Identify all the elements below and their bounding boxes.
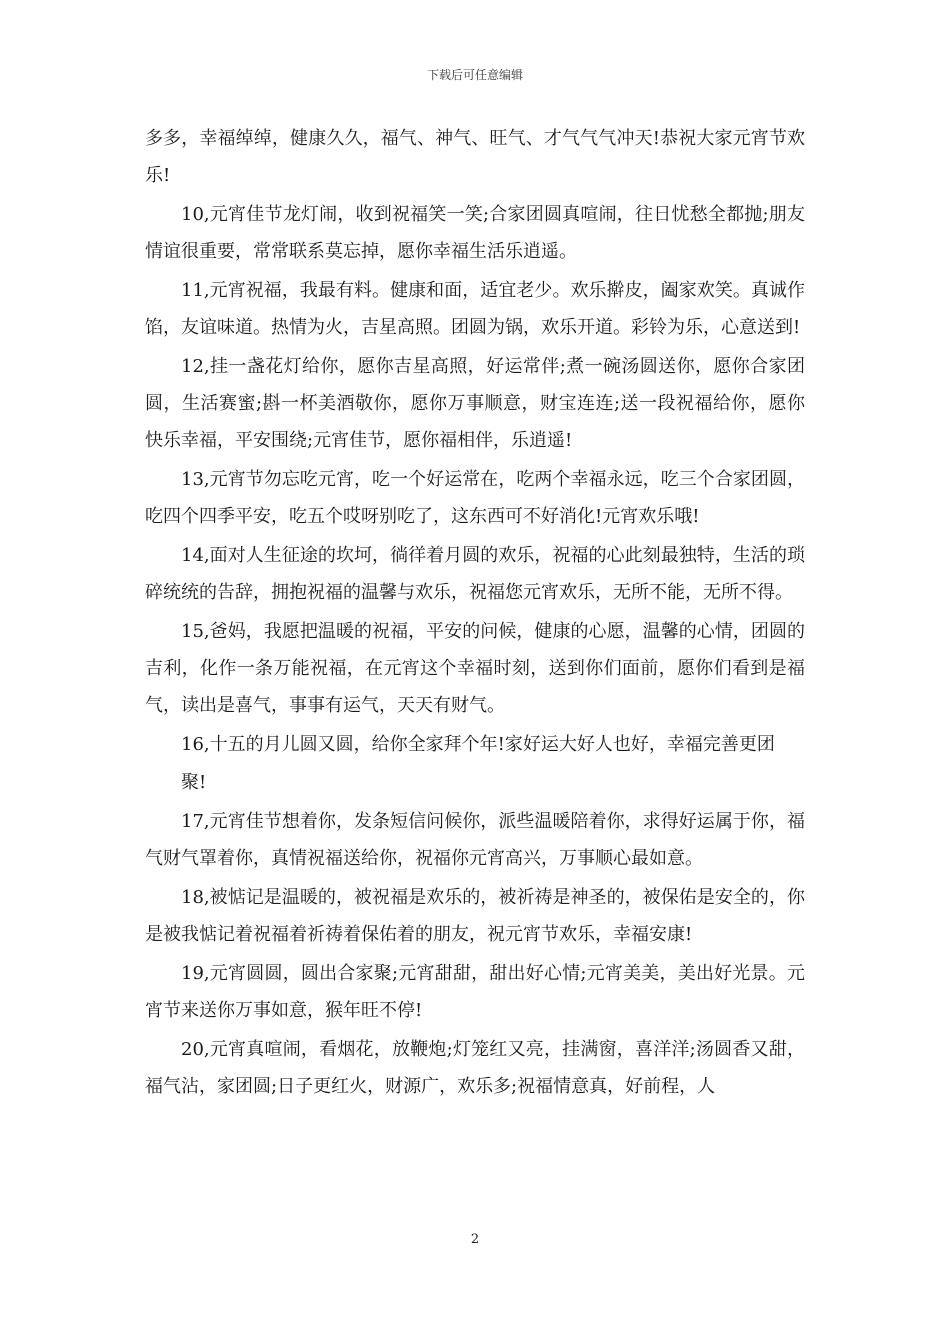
page-header: 下载后可任意编辑 [426,68,523,82]
paragraph: 多多，幸福绰绰，健康久久，福气、神气、旺气、才气气气冲天!恭祝大家元宵节欢乐! [145,128,805,187]
paragraph: 10,元宵佳节龙灯闹，收到祝福笑一笑;合家团圆真喧闹，往日忧愁全都抛;朋友情谊很重要，常常联系莫忘掉，愿你幸福生活乐逍遥。 [145,203,805,263]
paragraph: 16,十五的月儿圆又圆，给你全家拜个年!家好运大好人也好，幸福完善更团 [181,733,775,755]
document-body [145,120,805,1107]
paragraph: 20,元宵真喧闹，看烟花，放鞭炮;灯笼红又亮，挂满窗，喜洋洋;汤圆香又甜，福气沾，家团圆;日子更红火，财源广，欢乐多;祝福情意真，好前程，人 [145,1038,805,1098]
paragraph: 12,挂一盏花灯给你，愿你吉星高照，好运常伴;煮一碗汤圆送你，愿你合家团圆，生活赛蜜;斟一杯美酒敬你，愿你万事顺意，财宝连连;送一段祝福给你，愿你快乐幸福，平安围绕;元宵佳节，愿你福相伴，乐逍遥! [145,355,805,452]
paragraph: 14,面对人生征途的坎坷，徜徉着月圆的欢乐，祝福的心此刻最独特，生活的琐碎统统的告辞，拥抱祝福的温馨与欢乐，祝福您元宵欢乐，无所不能，无所不得。 [145,544,805,603]
paragraph: 15,爸妈，我愿把温暖的祝福，平安的问候，健康的心愿，温馨的心情，团圆的吉利，化作一条万能祝福，在元宵这个幸福时刻，送到你们面前，愿你们看到是福气，读出是喜气，事事有运气，天天有财气。 [145,620,805,717]
paragraph: 11,元宵祝福，我最有料。健康和面，适宜老少。欢乐擀皮，阖家欢笑。真诚作馅，友谊味道。热情为火，吉星高照。团圆为锅，欢乐开道。彩铃为乐，心意送到! [145,279,805,339]
paragraph: 18,被惦记是温暖的，被祝福是欢乐的，被祈祷是神圣的，被保佑是安全的，你是被我惦记着祝福着祈祷着保佑着的朋友，祝元宵节欢乐，幸福安康! [145,887,805,946]
paragraph: 13,元宵节勿忘吃元宵，吃一个好运常在，吃两个幸福永远，吃三个合家团圆，吃四个四季平安，吃五个哎呀别吃了，这东西可不好消化!元宵欢乐哦! [145,468,805,528]
page-number: 2 [470,1232,480,1247]
paragraph: 聚! [181,772,207,794]
paragraph: 17,元宵佳节想着你，发条短信问候你，派些温暖陪着你，求得好运属于你，福气财气罩着你，真情祝福送给你，祝福你元宵高兴，万事顺心最如意。 [145,811,805,870]
paragraph: 19,元宵圆圆，圆出合家聚;元宵甜甜，甜出好心情;元宵美美，美出好光景。元宵节来送你万事如意，猴年旺不停! [145,962,805,1022]
